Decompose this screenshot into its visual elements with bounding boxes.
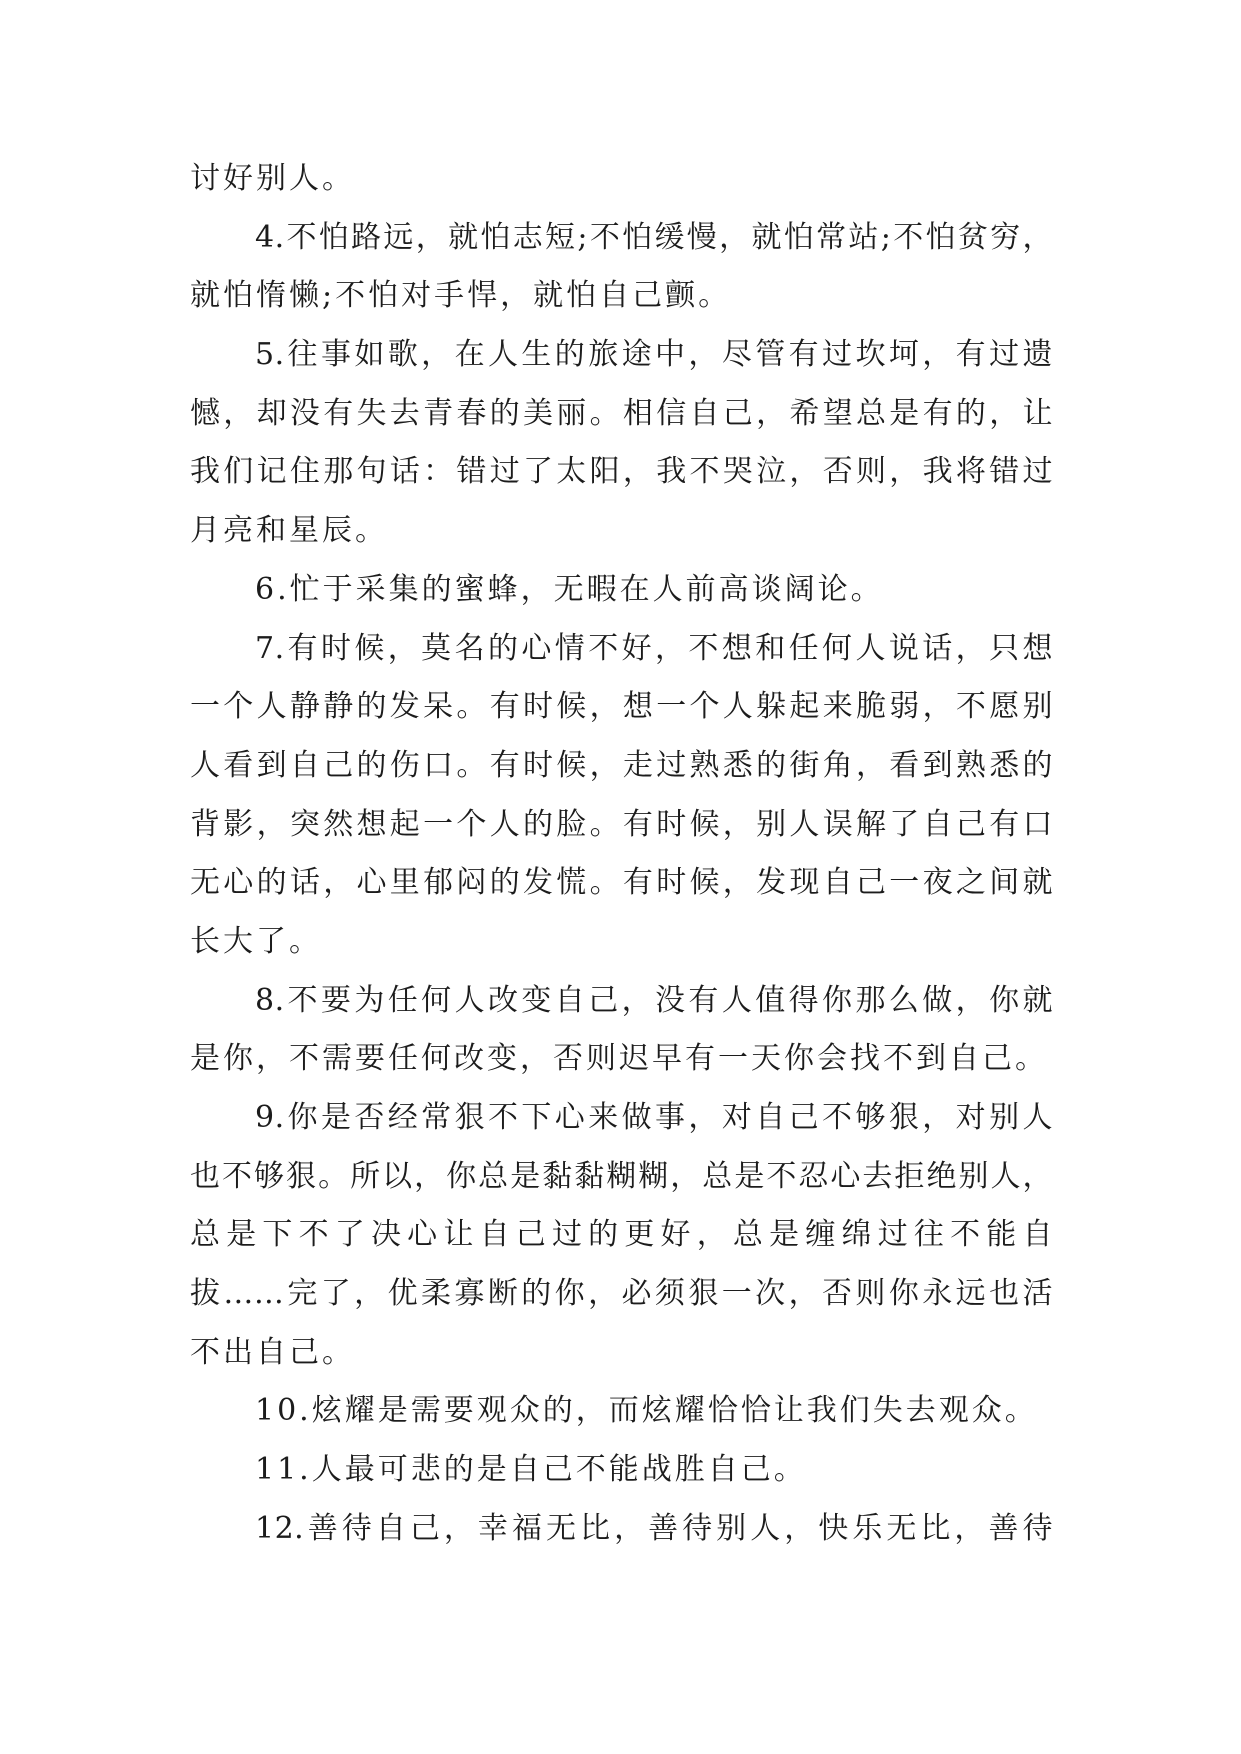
text-line: 10.炫耀是需要观众的，而炫耀恰恰让我们失去观众。	[255, 1393, 1038, 1429]
paragraph	[190, 1500, 1053, 1559]
paragraph	[190, 561, 1053, 620]
text-block	[190, 150, 1053, 1559]
paragraph	[190, 209, 1053, 326]
text-line: 11.人最可悲的是自己不能战胜自己。	[255, 1452, 807, 1488]
text-line: 不出自己。	[190, 1334, 355, 1370]
paragraph	[190, 326, 1053, 561]
paragraph	[190, 972, 1053, 1089]
text-line: 7.有时候，莫名的心情不好，不想和任何人说话，只想	[255, 630, 1053, 666]
text-line: 月亮和星辰。	[190, 513, 388, 549]
text-line: 12.善待自己，幸福无比，善待别人，快乐无比，善待	[255, 1510, 1053, 1546]
text-line: 我们记住那句话：错过了太阳，我不哭泣，否则，我将错过	[190, 454, 1053, 490]
text-line: 憾，却没有失去青春的美丽。相信自己，希望总是有的，让	[190, 395, 1053, 431]
paragraph	[190, 620, 1053, 972]
text-line: 长大了。	[190, 923, 322, 959]
text-line: 是你，不需要任何改变，否则迟早有一天你会找不到自己。	[190, 1041, 1048, 1077]
text-line: 拔……完了，优柔寡断的你，必须狠一次，否则你永远也活	[190, 1276, 1053, 1312]
paragraph	[190, 1382, 1053, 1441]
text-line: 也不够狠。所以，你总是黏黏糊糊，总是不忍心去拒绝别人，	[190, 1158, 1053, 1194]
text-line: 9.你是否经常狠不下心来做事，对自己不够狠，对别人	[255, 1100, 1053, 1135]
paragraph	[190, 150, 1053, 209]
paragraph	[190, 1089, 1053, 1382]
text-line: 背影，突然想起一个人的脸。有时候，别人误解了自己有口	[190, 806, 1053, 842]
text-line: 讨好别人。	[190, 161, 355, 196]
text-line: 人看到自己的伤口。有时候，走过熟悉的街角，看到熟悉的	[190, 747, 1053, 783]
text-line: 4.不怕路远，就怕志短;不怕缓慢，就怕常站;不怕贫穷，	[255, 219, 1053, 255]
paragraph	[190, 1441, 1053, 1500]
text-line: 就怕惰懒;不怕对手悍，就怕自己颤。	[190, 278, 732, 314]
text-line: 无心的话，心里郁闷的发慌。有时候，发现自己一夜之间就	[190, 865, 1053, 901]
text-line: 8.不要为任何人改变自己，没有人值得你那么做，你就	[255, 982, 1053, 1018]
text-line: 一个人静静的发呆。有时候，想一个人躲起来脆弱，不愿别	[190, 689, 1053, 725]
text-line: 6.忙于采集的蜜蜂，无暇在人前高谈阔论。	[255, 571, 884, 607]
text-line: 5.往事如歌，在人生的旅途中，尽管有过坎坷，有过遗	[255, 337, 1053, 373]
text-line: 总是下不了决心让自己过的更好，总是缠绵过往不能自	[190, 1217, 1053, 1253]
